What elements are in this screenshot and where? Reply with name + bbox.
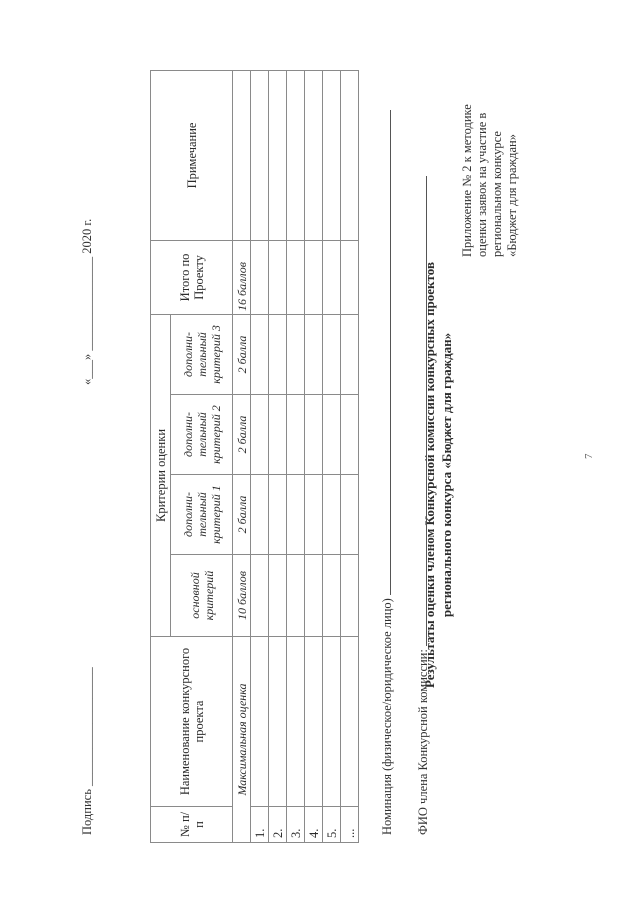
note-cell[interactable] bbox=[287, 70, 305, 240]
score-cell[interactable] bbox=[269, 475, 287, 555]
total-cell[interactable] bbox=[341, 240, 359, 314]
header-criteria-group: Критерии оценки bbox=[151, 314, 171, 636]
table-row bbox=[287, 70, 305, 842]
row-number: 2. bbox=[269, 807, 287, 843]
fio-label: ФИО члена Конкурсной комиссии: bbox=[416, 649, 430, 835]
max-add1: 2 балла bbox=[233, 475, 251, 555]
score-cell[interactable] bbox=[251, 555, 269, 637]
nomination-label: Номинация (физическое/юридическое лицо) bbox=[380, 598, 394, 835]
fio-blank-line[interactable] bbox=[425, 176, 427, 646]
fio-field bbox=[416, 176, 431, 835]
table-row bbox=[269, 70, 287, 842]
total-cell[interactable] bbox=[287, 240, 305, 314]
max-add3: 2 балла bbox=[233, 314, 251, 394]
max-score-label: Максимальная оценка bbox=[233, 637, 251, 843]
table-row bbox=[341, 70, 359, 842]
row-number: 1. bbox=[251, 807, 269, 843]
row-number: ... bbox=[341, 807, 359, 843]
header-project-name: Наименование конкурсного проекта bbox=[151, 637, 233, 807]
score-cell[interactable] bbox=[341, 475, 359, 555]
page-number: 7 bbox=[583, 453, 595, 459]
score-cell[interactable] bbox=[305, 555, 323, 637]
date-line[interactable]: «___» _______________ 2020 г. bbox=[80, 218, 94, 385]
score-cell[interactable] bbox=[287, 475, 305, 555]
header-note: Примечание bbox=[151, 70, 233, 240]
table-row bbox=[305, 70, 323, 842]
header-add-criterion-1: дополни-тельный критерий 1 bbox=[171, 475, 233, 555]
evaluation-table bbox=[150, 70, 359, 843]
project-name-cell[interactable] bbox=[305, 637, 323, 807]
note-cell[interactable] bbox=[251, 70, 269, 240]
header-add-criterion-2: дополни-тельный критерий 2 bbox=[171, 395, 233, 475]
project-name-cell[interactable] bbox=[251, 637, 269, 807]
table-row bbox=[251, 70, 269, 842]
row-number: 4. bbox=[305, 807, 323, 843]
score-cell[interactable] bbox=[323, 555, 341, 637]
score-cell[interactable] bbox=[323, 475, 341, 555]
header-add-criterion-3: дополни-тельный критерий 3 bbox=[171, 314, 233, 394]
score-cell[interactable] bbox=[269, 395, 287, 475]
score-cell[interactable] bbox=[287, 555, 305, 637]
project-name-cell[interactable] bbox=[341, 637, 359, 807]
note-cell[interactable] bbox=[323, 70, 341, 240]
score-cell[interactable] bbox=[341, 314, 359, 394]
score-cell[interactable] bbox=[287, 395, 305, 475]
appendix-line: Приложение № 2 к методике bbox=[460, 104, 474, 257]
total-cell[interactable] bbox=[323, 240, 341, 314]
note-cell[interactable] bbox=[269, 70, 287, 240]
score-cell[interactable] bbox=[269, 314, 287, 394]
score-cell[interactable] bbox=[305, 475, 323, 555]
row-number: 3. bbox=[287, 807, 305, 843]
note-cell[interactable] bbox=[341, 70, 359, 240]
score-cell[interactable] bbox=[251, 314, 269, 394]
score-cell[interactable] bbox=[269, 555, 287, 637]
header-main-criterion: основной критерий bbox=[171, 555, 233, 637]
project-name-cell[interactable] bbox=[269, 637, 287, 807]
header-total: Итого по Проекту bbox=[151, 240, 233, 314]
total-cell[interactable] bbox=[305, 240, 323, 314]
score-cell[interactable] bbox=[251, 395, 269, 475]
title-line-1: Результаты оценки членом Конкурсной комиссии конкурсных проектов bbox=[422, 262, 437, 688]
appendix-note bbox=[460, 17, 520, 257]
note-cell[interactable] bbox=[305, 70, 323, 240]
row-number: 5. bbox=[323, 807, 341, 843]
total-cell[interactable] bbox=[251, 240, 269, 314]
score-cell[interactable] bbox=[341, 555, 359, 637]
score-cell[interactable] bbox=[305, 395, 323, 475]
project-name-cell[interactable] bbox=[287, 637, 305, 807]
project-name-cell[interactable] bbox=[323, 637, 341, 807]
header-row-top bbox=[151, 70, 171, 842]
score-cell[interactable] bbox=[341, 395, 359, 475]
table-row bbox=[323, 70, 341, 842]
appendix-line: региональном конкурсе bbox=[490, 131, 504, 257]
nomination-field bbox=[380, 110, 395, 835]
title-line-2: регионального конкурса «Бюджет для граждан» bbox=[439, 332, 454, 618]
max-total: 16 баллов bbox=[233, 240, 251, 314]
appendix-line: «Бюджет для граждан» bbox=[505, 134, 519, 257]
appendix-line: оценки заявок на участие в bbox=[475, 112, 489, 257]
nomination-blank-line[interactable] bbox=[389, 110, 391, 595]
score-cell[interactable] bbox=[305, 314, 323, 394]
max-add2: 2 балла bbox=[233, 395, 251, 475]
signature-line[interactable]: Подпись ___________________ bbox=[80, 667, 94, 835]
max-score-row bbox=[233, 70, 251, 842]
score-cell[interactable] bbox=[323, 395, 341, 475]
score-cell[interactable] bbox=[287, 314, 305, 394]
score-cell[interactable] bbox=[251, 475, 269, 555]
header-num: № п/п bbox=[151, 807, 233, 843]
total-cell[interactable] bbox=[269, 240, 287, 314]
score-cell[interactable] bbox=[323, 314, 341, 394]
max-note bbox=[233, 70, 251, 240]
max-main: 10 баллов bbox=[233, 555, 251, 637]
